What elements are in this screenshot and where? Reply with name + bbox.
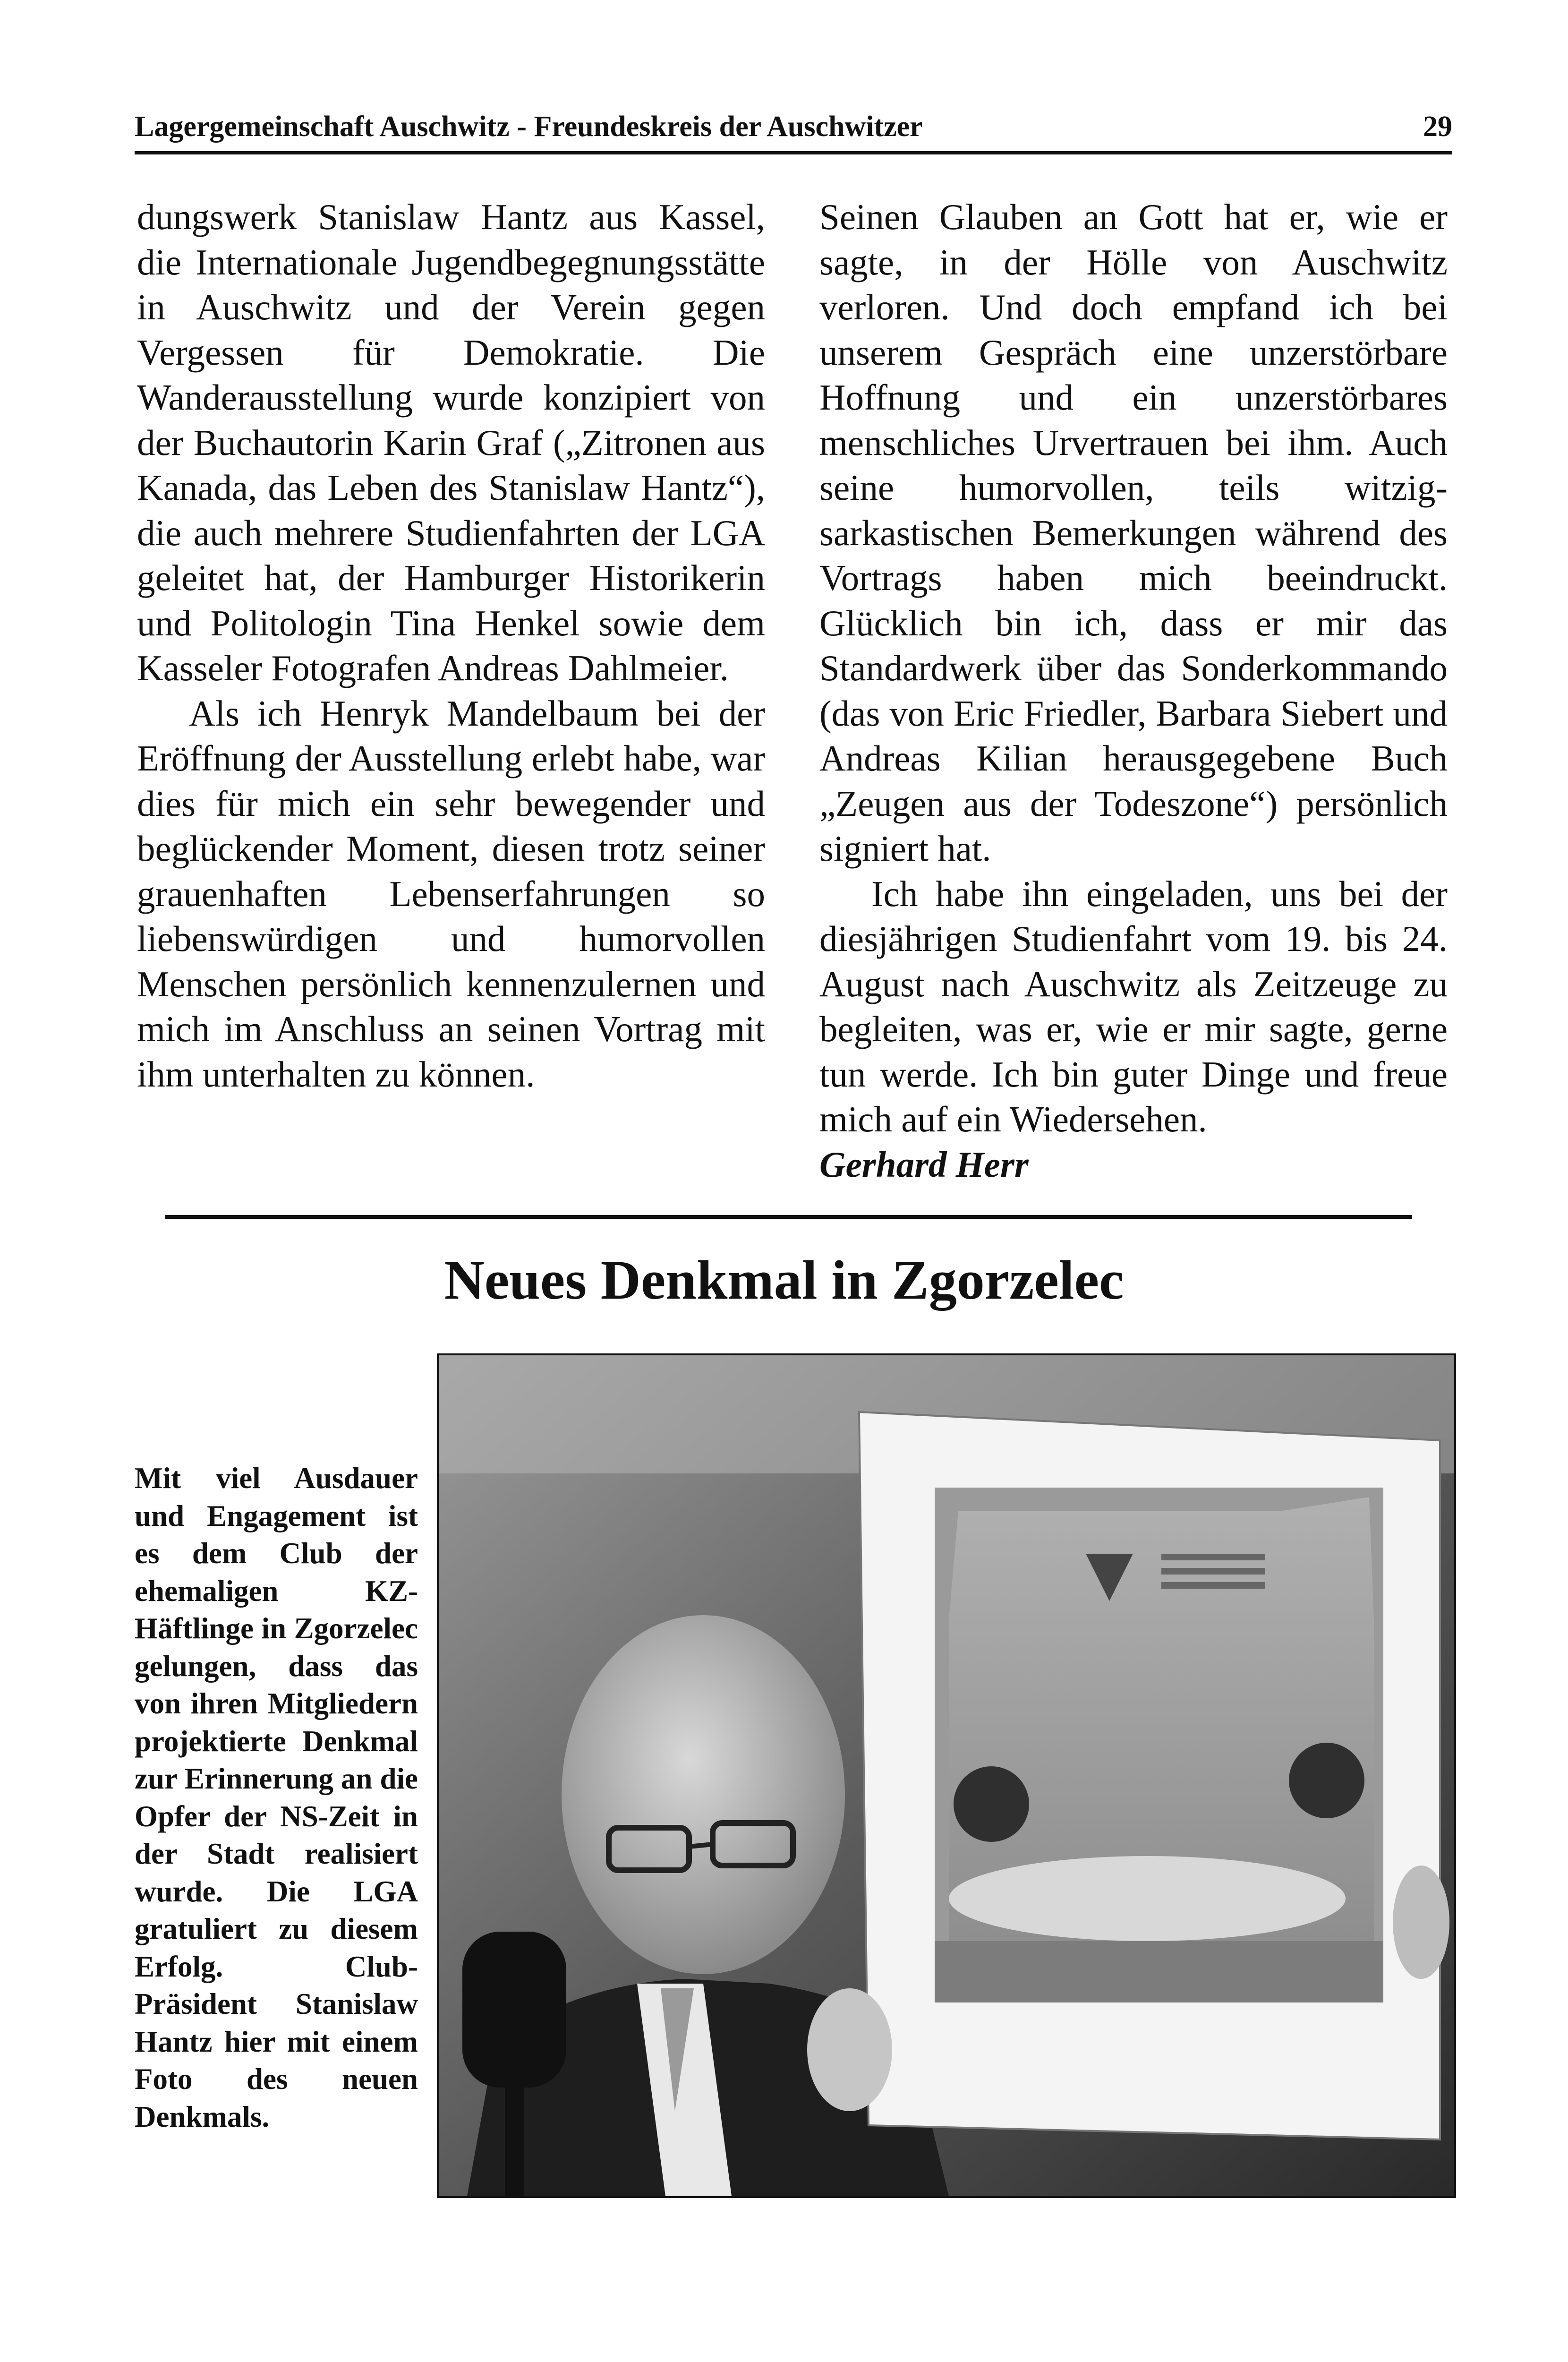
paragraph: Als ich Henryk Mandelbaum bei der Eröffnung der Ausstellung erlebt habe, war dies für mich ein sehr bewegender und beglückender Moment, diesen trotz seiner grauenhaften Lebenserfahrungen so liebenswürdigen und humorvollen Menschen persönlich kennenzulernen und mich im Anschluss an seinen Vortrag mit ihm unterhalten zu können.	[137, 693, 765, 1095]
flowers	[949, 1856, 1346, 1941]
header-title: Lagergemeinschaft Auschwitz - Freundeskreis der Auschwitzer	[135, 111, 923, 143]
photo-illustration	[439, 1355, 1454, 2196]
article-left-column	[137, 195, 765, 1097]
photo-man-holding-memorial-picture	[437, 1353, 1456, 2198]
page-header	[135, 108, 1452, 150]
page-number: 29	[1423, 111, 1452, 143]
right-hand	[1393, 1866, 1449, 1979]
paragraph: Seinen Glauben an Gott hat er, wie er sagte, in der Hölle von Auschwitz verloren. Und doch empfand ich bei unserem Gespräch eine unzerstörbare Hoffnung und ein unzerstörbares menschliches Urvertrauen bei ihm. Auch seine humorvollen, teils witzig-sarkastischen Bemerkungen während des Vortrags haben mich beeindruckt. Glücklich bin ich, dass er mir das Standardwerk über das Sonderkommando (das von Eric Friedler, Barbara Siebert und Andreas Kilian herausgegebene Buch „Zeugen aus der Todeszone“) persönlich signiert hat.	[819, 197, 1448, 869]
section-title: Neues Denkmal in Zgorzelec	[444, 1249, 1124, 1311]
paragraph: Ich habe ihn eingeladen, uns bei der diesjährigen Studienfahrt vom 19. bis 24. August nach Auschwitz als Zeitzeuge zu begleiten, was er, wie er mir sagte, gerne tun werde. Ich bin guter Dinge und freue mich auf ein Wiedersehen.	[819, 873, 1448, 1139]
paragraph: dungswerk Stanislaw Hantz aus Kassel, die Internationale Jugendbegegnungsstätte in Auschwitz und der Verein gegen Vergessen für Demokratie. Die Wanderausstellung wurde konzipiert von der Buchautorin Karin Graf („Zitronen aus Kanada, das Leben des Stanislaw Hantz“), die auch mehrere Studienfahrten der LGA geleitet hat, der Hamburger Historikerin und Politologin Tina Henkel sowie dem Kasseler Fotografen Andreas Dahlmeier.	[137, 197, 765, 688]
author-signature: Gerhard Herr	[819, 1144, 1029, 1185]
held-photo-of-memorial	[859, 1412, 1440, 2139]
header-rule	[135, 151, 1452, 154]
wreath-left	[954, 1766, 1029, 1842]
section-divider	[165, 1215, 1412, 1219]
pavement	[935, 1941, 1383, 2003]
photo-caption: Mit viel Ausdauer und Engagement ist es dem Club der ehemaligen KZ-Häftlinge in Zgorzelec gelungen, dass das von ihren Mitgliedern projektierte Denkmal zur Erinnerung an die Opfer der NS-Zeit in der Stadt realisiert wurde. Die LGA gratuliert zu diesem Erfolg. Club-Präsident Stanislaw Hantz hier mit einem Foto des neuen Denkmals.	[135, 1462, 418, 2133]
wreath-right	[1289, 1743, 1364, 1818]
article-right-column	[819, 195, 1448, 1187]
left-hand	[807, 1988, 892, 2111]
microphone	[462, 1932, 566, 2088]
head	[562, 1615, 845, 1974]
